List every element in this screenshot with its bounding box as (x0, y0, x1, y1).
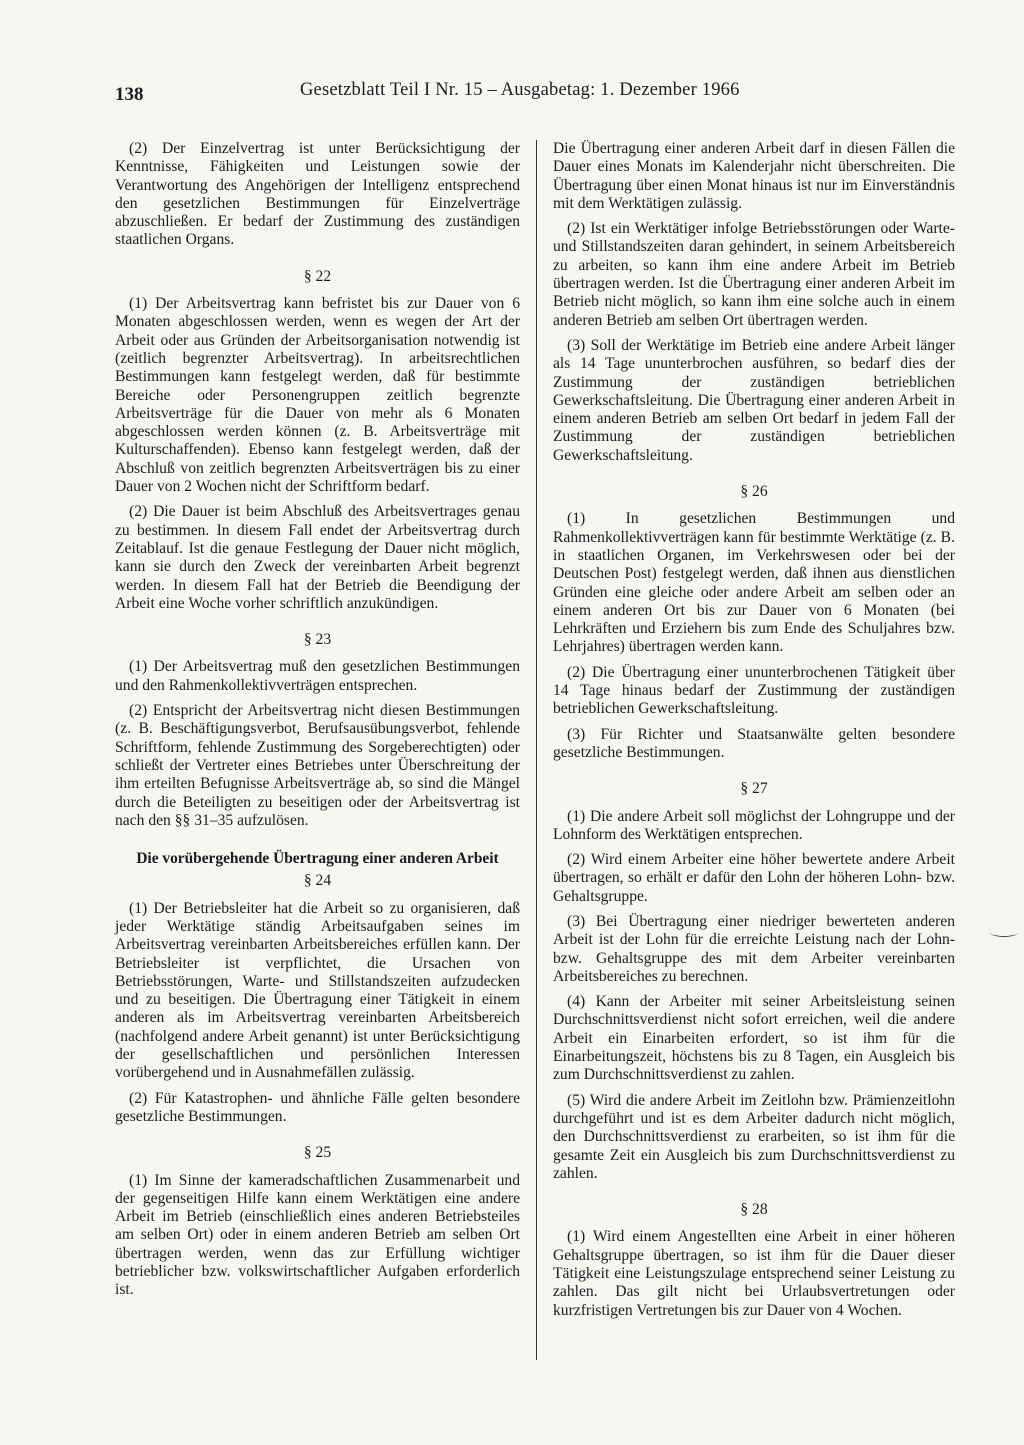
paragraph: (2) Entspricht der Arbeitsvertrag nicht diesen Bestimmungen (z. B. Beschäftigungsverbot, Berufsausübungsverbot, fehlende Schriftform, fehlende Zustimmung des Sorgeberechtigten) oder schließt der Vertreter eines Betriebes unter Überschreitung der ihm erteilten Befugnisse Arbeitsverträge ab, so sind die Mängel durch die Beteiligten zu beseitigen oder der Arbeitsvertrag ist nach den §§ 31–35 aufzulösen. (115, 702, 520, 829)
paragraph: (2) Die Übertragung einer ununterbrochenen Tätigkeit über 14 Tage hinaus bedarf der Zustimmung der zuständigen betrieblichen Gewerkschaftsleitung. (553, 663, 955, 718)
section-heading: § 27 (740, 780, 768, 798)
paragraph: (4) Kann der Arbeiter mit seiner Arbeitsleistung seinen Durchschnittsverdienst nicht sofort erreichen, weil die andere Arbeit ein Einarbeiten erfordert, so ist ihm für die Einarbeitungszeit, höchstens bis zu 8 Tagen, ein Ausgleich bis zum Durchschnittsverdienst zu zahlen. (553, 993, 955, 1084)
paragraph: (1) Der Arbeitsvertrag muß den gesetzlichen Bestimmungen und den Rahmenkollektivverträgen entsprechen. (115, 658, 520, 694)
paragraph: (3) Für Richter und Staatsanwälte gelten besondere gesetzliche Bestimmungen. (553, 725, 955, 761)
section-heading: § 25 (303, 1144, 332, 1162)
page-number: 138 (115, 84, 144, 105)
paragraph: (3) Bei Übertragung einer niedriger bewerteten anderen Arbeit ist der Lohn für die erreichte Leistung nach der Lohn- bzw. Gehaltsgruppe des mit dem Arbeiter vereinbarten Arbeitsbereiches zu berechnen. (553, 912, 955, 985)
paragraph: (1) Im Sinne der kameradschaftlichen Zusammenarbeit und der gegenseitigen Hilfe kann einem Werktätigen eine andere Arbeit im Betrieb (einschließlich eines anderen Betriebsteiles am selben Ort) oder in einem anderen Betrieb am selben Ort übertragen werden, wenn das zur Erfüllung wichtiger betrieblicher bzw. volkswirtschaftlicher Aufgaben erforderlich ist. (115, 1171, 520, 1299)
paragraph: (2) Ist ein Werktätiger infolge Betriebsstörungen oder Warte- und Stillstandszeiten daran gehindert, in seinem Arbeitsbereich zu arbeiten, so kann ihm eine andere Arbeit im Betrieb übertragen werden. Ist die Übertragung einer anderen Arbeit im Betrieb nicht möglich, so kann ihm eine solche auch in einem anderen Betrieb am selben Ort übertragen werden. (553, 220, 955, 329)
paragraph: (1) Die andere Arbeit soll möglichst der Lohngruppe und der Lohnform des Werktätigen entsprechen. (553, 807, 955, 843)
paragraph: (2) Wird einem Arbeiter eine höher bewertete andere Arbeit übertragen, so erhält er dafür den Lohn der höheren Lohn- bzw. Gehaltsgruppe. (553, 851, 955, 905)
paragraph: (1) Der Betriebsleiter hat die Arbeit so zu organisieren, daß jeder Werktätige ständig Arbeitsaufgaben seines im Arbeitsvertrag vereinbarten Arbeitsbereiches erfüllen kann. Der Betriebsleiter ist verpflichtet, die Ursachen von Betriebsstörungen, Warte- und Stillstandszeiten aufzudecken und zu beseitigen. Die Übertragung einer Tätigkeit in einem anderen als im Arbeitsvertrag vereinbarten Arbeitsbereich (nachfolgend andere Arbeit genannt) ist unter Berücksichtigung der gesellschaftlichen und persönlichen Interessen vorübergehend und in Ausnahmefällen zulässig. (115, 899, 520, 1082)
left-column (115, 140, 520, 1307)
section-heading: § 22 (303, 267, 332, 285)
section-heading: § 28 (740, 1201, 768, 1219)
running-header: Gesetzblatt Teil I Nr. 15 – Ausgabetag: 1. Dezember 1966 (300, 80, 740, 100)
section-heading: § 23 (303, 631, 332, 649)
right-column (553, 140, 955, 1327)
paragraph: Die Übertragung einer anderen Arbeit darf in diesen Fällen die Dauer eines Monats im Kalenderjahr nicht überschreiten. Die Übertragung über einen Monat hinaus ist nur im Einverständnis mit dem Werktätigen zulässig. (553, 140, 955, 212)
paragraph: (3) Soll der Werktätige im Betrieb eine andere Arbeit länger als 14 Tage ununterbrochen ausführen, so bedarf dies der Zustimmung der zuständigen betrieblichen Gewerkschaftsleitung. Die Übertragung einer anderen Arbeit in einem anderen Betrieb am selben Ort bedarf in jedem Fall der Zustimmung der zuständigen betrieblichen Gewerkschaftsleitung. (553, 336, 955, 464)
section-heading: § 24 (303, 872, 332, 890)
margin-mark (990, 928, 1018, 937)
section-heading: § 26 (740, 483, 768, 501)
paragraph: (2) Der Einzelvertrag ist unter Berücksichtigung der Kenntnisse, Fähigkeiten und Leistungen sowie der Verantwortung des Angehörigen der Intelligenz entsprechend den gesetzlichen Bestimmungen für Einzelverträge abzuschließen. Er bedarf der Zustimmung des zuständigen staatlichen Organs. (115, 140, 520, 249)
paragraph: (2) Die Dauer ist beim Abschluß des Arbeitsvertrages genau zu bestimmen. In diesem Fall endet der Arbeitsvertrag durch Zeitablauf. Ist die genaue Festlegung der Dauer nicht möglich, kann sie durch den Zweck der vereinbarten Arbeit begrenzt werden. In diesem Fall hat der Betrieb die Beendigung der Arbeit eine Woche vorher schriftlich anzukündigen. (115, 503, 520, 612)
paragraph: (2) Für Katastrophen- und ähnliche Fälle gelten besondere gesetzliche Bestimmungen. (115, 1089, 520, 1125)
paragraph: (5) Wird die andere Arbeit im Zeitlohn bzw. Prämienzeitlohn durchgeführt und ist es dem Arbeiter dadurch nicht möglich, den Durchschnittsverdienst zu erarbeiten, so ist ihm für die gesamte Zeit ein Ausgleich bis zum Durchschnittsverdienst zu zahlen. (553, 1091, 955, 1182)
subsection-title: Die vorübergehende Übertragung einer anderen Arbeit (136, 850, 499, 868)
paragraph: (1) In gesetzlichen Bestimmungen und Rahmenkollektivverträgen kann für bestimmte Werktätige (z. B. in staatlichen Organen, im Verkehrswesen oder bei der Deutschen Post) festgelegt werden, daß ihnen aus dienstlichen Gründen eine gleiche oder andere Arbeit am selben oder an einem anderen Ort bis zur Dauer von 6 Monaten (bei Lehrkräften und Erziehern bis zum Ende des Schuljahres bzw. Lehrjahres) übertragen werden kann. (553, 510, 955, 656)
paragraph: (1) Wird einem Angestellten eine Arbeit in einer höheren Gehaltsgruppe übertragen, so ist ihm für die Dauer dieser Tätigkeit eine Leistungszulage entsprechend seiner Leistung zu zahlen. Das gilt nicht bei Urlaubsvertretungen oder kurzfristigen Vertretungen bis zur Dauer von 4 Wochen. (553, 1228, 955, 1319)
column-divider (536, 140, 537, 1360)
paragraph: (1) Der Arbeitsvertrag kann befristet bis zur Dauer von 6 Monaten abgeschlossen werden, wenn es wegen der Art der Arbeit oder aus Gründen der Arbeitsorganisation notwendig ist (zeitlich begrenzter Arbeitsvertrag). In arbeitsrechtlichen Bestimmungen kann festgelegt werden, daß für bestimmte Bereiche oder Personengruppen zeitlich begrenzte Arbeitsverträge für die Dauer von mehr als 6 Monaten abgeschlossen werden können (z. B. Arbeitsverträge mit Kulturschaffenden). Ebenso kann festgelegt werden, daß der Abschluß von zeitlich begrenzten Arbeitsverträgen bis zu einer Dauer von 2 Wochen nicht der Schriftform bedarf. (115, 295, 520, 496)
